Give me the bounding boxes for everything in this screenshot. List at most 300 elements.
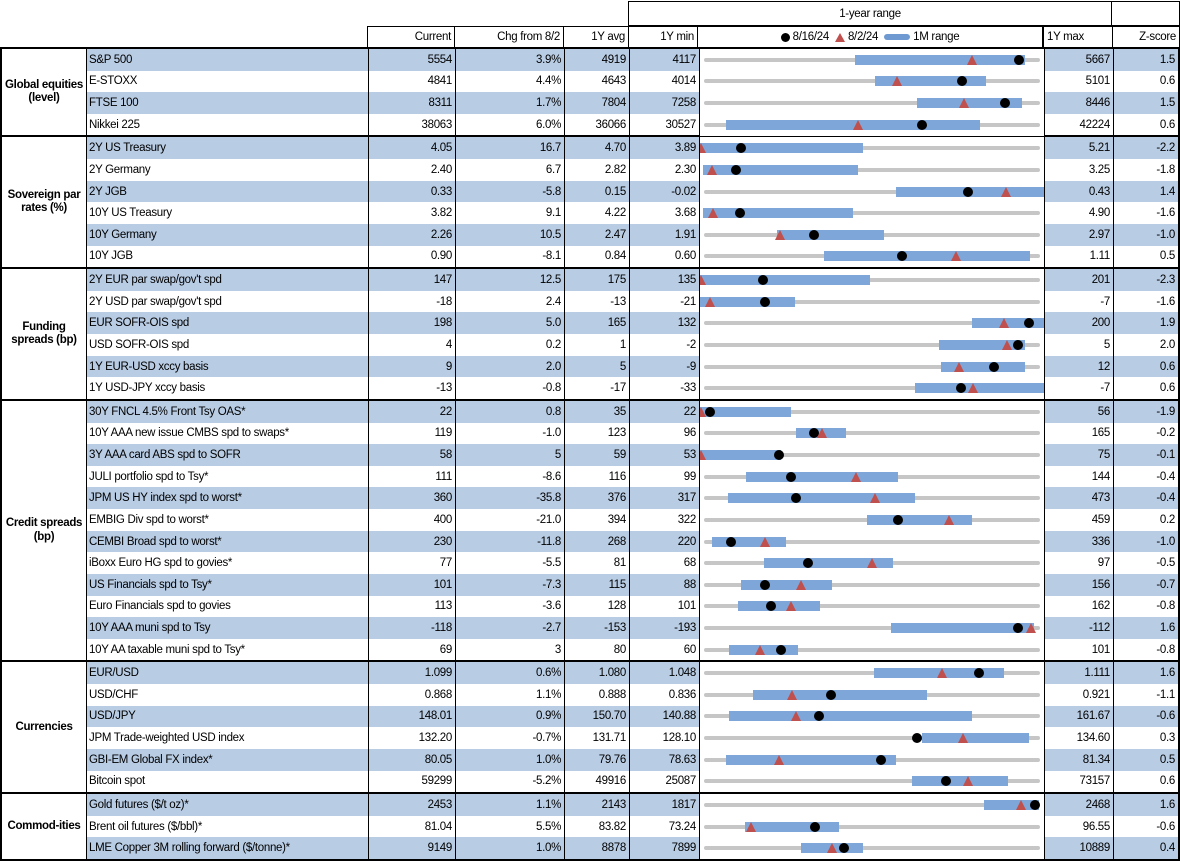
- min-value: 78.63: [630, 749, 699, 771]
- dot-marker-8-16-24: [917, 120, 927, 130]
- avg-value: 128: [565, 596, 630, 618]
- group-rows: [87, 269, 1178, 399]
- max-value: 2.97: [1045, 224, 1114, 246]
- avg-value: 5: [565, 356, 630, 378]
- dot-marker-8-16-24: [1024, 318, 1034, 328]
- range-chart: [699, 49, 1045, 71]
- avg-value: 0.15: [565, 181, 630, 203]
- avg-value: 115: [565, 574, 630, 596]
- table-row: [87, 181, 1178, 203]
- chg-value: 12.5: [456, 269, 565, 291]
- zscore-value: -0.4: [1156, 470, 1175, 483]
- min-value: 1.048: [630, 662, 699, 684]
- current-value: 360: [369, 487, 456, 509]
- group-label: Credit spreads (bp): [2, 401, 87, 660]
- row-label: 2Y US Treasury: [87, 137, 369, 159]
- row-label: 10Y Germany: [87, 224, 369, 246]
- dot-marker-8-16-24: [810, 822, 820, 832]
- triangle-marker-8-2-24: [796, 580, 806, 590]
- range-track: [704, 846, 1040, 850]
- chg-value: -5.2%: [456, 771, 565, 793]
- range-chart: [699, 596, 1045, 618]
- current-value: 4: [369, 334, 456, 356]
- group-section: [2, 792, 1178, 859]
- chg-value: 0.9%: [456, 706, 565, 728]
- zscore-value: 2.0: [1159, 338, 1175, 351]
- zscore-value: 0.6: [1159, 775, 1175, 788]
- min-value: 132: [630, 312, 699, 334]
- dot-marker-8-16-24: [809, 230, 819, 240]
- row-label: 2Y EUR par swap/gov't spd: [87, 269, 369, 291]
- dot-marker-icon: [781, 33, 790, 42]
- range-chart: [699, 269, 1045, 291]
- row-label: 2Y USD par swap/gov't spd: [87, 291, 369, 313]
- zscore-value: 0.6: [1159, 118, 1175, 131]
- min-value: 4117: [630, 49, 699, 71]
- range-chart: [699, 617, 1045, 639]
- range-chart: [699, 356, 1045, 378]
- row-label: 10Y AA taxable muni spd to Tsy*: [87, 639, 369, 661]
- current-value: 0.90: [369, 246, 456, 268]
- max-value: 473: [1045, 487, 1114, 509]
- current-value: 230: [369, 531, 456, 553]
- current-value: 147: [369, 269, 456, 291]
- range-chart: [699, 246, 1045, 268]
- current-value: 38063: [369, 114, 456, 136]
- group-rows: [87, 794, 1178, 859]
- min-value: 220: [630, 531, 699, 553]
- triangle-marker-8-2-24: [760, 537, 770, 547]
- chg-value: 4.4%: [456, 71, 565, 93]
- zscore-value: 1.5: [1114, 49, 1178, 71]
- current-value: 3.82: [369, 202, 456, 224]
- row-label: Euro Financials spd to govies: [87, 596, 369, 618]
- table-row: [87, 444, 1178, 466]
- triangle-marker-8-2-24: [967, 55, 977, 65]
- triangle-marker-8-2-24: [959, 98, 969, 108]
- zscore-value: 0.3: [1159, 732, 1175, 745]
- table-row: [87, 224, 1178, 246]
- row-label: 2Y Germany: [87, 159, 369, 181]
- range-chart: [699, 509, 1045, 531]
- max-value: 101: [1045, 639, 1114, 661]
- dot-marker-8-16-24: [735, 208, 745, 218]
- table-row: [87, 49, 1178, 71]
- avg-value: 79.76: [565, 749, 630, 771]
- current-value: 59299: [369, 771, 456, 793]
- avg-value: 36066: [565, 114, 630, 136]
- avg-value: 4643: [565, 71, 630, 93]
- max-value: 12: [1045, 356, 1114, 378]
- chg-value: -1.0: [456, 423, 565, 445]
- triangle-marker-8-2-24: [707, 165, 717, 175]
- zscore-value: -0.8: [1156, 643, 1175, 656]
- min-value: 7258: [630, 92, 699, 114]
- chg-value: -21.0: [456, 509, 565, 531]
- row-label: JPM Trade-weighted USD index: [87, 727, 369, 749]
- group-label: Global equities (level): [2, 49, 87, 135]
- min-value: 68: [683, 557, 696, 570]
- triangle-marker-8-2-24: [817, 428, 827, 438]
- empty-corner-cell: [1111, 2, 1179, 25]
- max-value: 3.25: [1045, 159, 1114, 181]
- zscore-value: 0.6: [1114, 356, 1178, 378]
- range-track: [704, 431, 1040, 435]
- table-row: [87, 771, 1178, 793]
- zscore-value: 0.6: [1159, 382, 1175, 395]
- current-value: 58: [369, 444, 456, 466]
- one-month-range-bar: [703, 208, 853, 218]
- zscore-value: -1.1: [1156, 688, 1175, 701]
- range-chart: [699, 159, 1045, 181]
- current-value: 2.40: [369, 159, 456, 181]
- triangle-marker-8-2-24: [853, 120, 863, 130]
- max-value: 162: [1045, 596, 1114, 618]
- group-rows: [87, 49, 1178, 135]
- group-rows: [87, 137, 1178, 267]
- row-label: EUR/USD: [87, 662, 369, 684]
- col-header-1y-max: 1Y max: [1043, 27, 1112, 47]
- zscore-value: -1.0: [1114, 531, 1178, 553]
- max-value: 1.111: [1045, 662, 1114, 684]
- one-month-range-bar: [753, 690, 927, 700]
- min-value: 4014: [671, 75, 696, 88]
- legend-dot-label: 8/16/24: [792, 31, 829, 43]
- zscore-value: -1.9: [1114, 401, 1178, 423]
- legend-item-bar: [884, 31, 959, 43]
- range-chart: [699, 71, 1045, 93]
- avg-value: 35: [565, 401, 630, 423]
- group-section: [2, 399, 1178, 660]
- zscore-value: -0.6: [1114, 706, 1178, 728]
- min-value: 0.836: [668, 688, 696, 701]
- zscore-value: 0.4: [1114, 837, 1178, 859]
- triangle-marker-8-2-24: [787, 690, 797, 700]
- zscore-value: -1.6: [1156, 207, 1175, 220]
- chg-value: -8.6: [456, 466, 565, 488]
- range-chart: [699, 224, 1045, 246]
- range-chart: [699, 816, 1045, 838]
- row-label: Brent oil futures ($/bbl)*: [87, 816, 369, 838]
- chg-value: 1.1%: [456, 794, 565, 816]
- dot-marker-8-16-24: [826, 690, 836, 700]
- avg-value: 4.70: [565, 137, 630, 159]
- row-label: CEMBI Broad spd to worst*: [87, 531, 369, 553]
- max-value: 5.21: [1045, 137, 1114, 159]
- zscore-value: 0.5: [1159, 250, 1175, 263]
- dot-marker-8-16-24: [1030, 800, 1040, 810]
- min-value: 135: [630, 269, 699, 291]
- one-month-range-bar: [912, 776, 1008, 786]
- group-rows: [87, 401, 1178, 660]
- chg-value: -8.1: [456, 246, 565, 268]
- chg-value: -2.7: [456, 617, 565, 639]
- max-value: 73157: [1045, 771, 1114, 793]
- chg-value: 3.9%: [456, 49, 565, 71]
- one-month-range-bar: [729, 711, 972, 721]
- one-month-range-bar: [867, 515, 972, 525]
- min-value: 7899: [630, 837, 699, 859]
- table-row: [87, 356, 1178, 378]
- triangle-marker-8-2-24: [937, 668, 947, 678]
- table-row: [87, 159, 1178, 181]
- chg-value: -5.8: [456, 181, 565, 203]
- range-chart: [699, 114, 1045, 136]
- dot-marker-8-16-24: [963, 187, 973, 197]
- max-value: 4.90: [1045, 202, 1114, 224]
- min-value: 60: [683, 643, 696, 656]
- row-label: 10Y US Treasury: [87, 202, 369, 224]
- triangle-marker-icon: [835, 33, 845, 42]
- max-value: 10889: [1045, 837, 1114, 859]
- group-label: Sovereign par rates (%): [2, 137, 87, 267]
- group-section: [2, 135, 1178, 267]
- zscore-value: 1.6: [1114, 794, 1178, 816]
- range-track: [704, 79, 1040, 83]
- current-value: 111: [369, 466, 456, 488]
- current-value: -13: [369, 377, 456, 399]
- triangle-marker-8-2-24: [699, 275, 706, 285]
- triangle-marker-8-2-24: [958, 733, 968, 743]
- min-value: 53: [630, 444, 699, 466]
- triangle-marker-8-2-24: [755, 645, 765, 655]
- max-value: 459: [1045, 509, 1114, 531]
- row-label: iBoxx Euro HG spd to govies*: [87, 552, 369, 574]
- zscore-value: -1.8: [1156, 163, 1175, 176]
- range-chart: [699, 334, 1045, 356]
- current-value: 0.33: [369, 181, 456, 203]
- min-value: 128.10: [662, 732, 696, 745]
- avg-value: 0.888: [565, 684, 630, 706]
- triangle-marker-8-2-24: [851, 472, 861, 482]
- min-value: 3.89: [630, 137, 699, 159]
- current-value: 2453: [369, 794, 456, 816]
- current-value: 81.04: [369, 816, 456, 838]
- min-value: 22: [630, 401, 699, 423]
- zscore-value: -2.3: [1114, 269, 1178, 291]
- triangle-marker-8-2-24: [1026, 623, 1036, 633]
- col-header-1y-avg: 1Y avg: [563, 27, 628, 47]
- table-row: [87, 662, 1178, 684]
- range-chart: [699, 291, 1045, 313]
- range-chart: [699, 552, 1045, 574]
- one-month-range-bar: [741, 580, 832, 590]
- one-month-range-bar: [777, 230, 884, 240]
- min-value: 1817: [630, 794, 699, 816]
- max-value: 96.55: [1045, 816, 1114, 838]
- zscore-value: 1.6: [1114, 617, 1178, 639]
- zscore-value: 1.5: [1114, 92, 1178, 114]
- dot-marker-8-16-24: [989, 362, 999, 372]
- one-month-range-bar: [726, 755, 896, 765]
- chg-value: 9.1: [456, 202, 565, 224]
- avg-value: 123: [565, 423, 630, 445]
- triangle-marker-8-2-24: [968, 383, 978, 393]
- table-row: [87, 837, 1178, 859]
- row-label: Gold futures ($/t oz)*: [87, 794, 369, 816]
- avg-value: 2.82: [565, 159, 630, 181]
- row-label: USD SOFR-OIS spd: [87, 334, 369, 356]
- group-label: Currencies: [2, 662, 87, 792]
- current-value: 2.26: [369, 224, 456, 246]
- avg-value: 131.71: [565, 727, 630, 749]
- row-label: FTSE 100: [87, 92, 369, 114]
- zscore-value: -0.2: [1156, 427, 1175, 440]
- legend-item-triangle: [835, 31, 878, 43]
- current-value: 119: [369, 423, 456, 445]
- column-header-row: [367, 26, 1180, 47]
- row-label: Bitcoin spot: [87, 771, 369, 793]
- chg-value: 2.0: [456, 356, 565, 378]
- table-row: [87, 71, 1178, 93]
- row-label: E-STOXX: [87, 71, 369, 93]
- table-row: [87, 291, 1178, 313]
- dot-marker-8-16-24: [766, 601, 776, 611]
- avg-value: 376: [565, 487, 630, 509]
- chg-value: 1.1%: [456, 684, 565, 706]
- chg-value: 1.0%: [456, 749, 565, 771]
- table-row: [87, 684, 1178, 706]
- range-chart: [699, 706, 1045, 728]
- min-value: 73.24: [668, 820, 696, 833]
- table-row: [87, 269, 1178, 291]
- chg-value: 6.7: [456, 159, 565, 181]
- triangle-marker-8-2-24: [999, 318, 1009, 328]
- max-value: 1.11: [1045, 246, 1114, 268]
- chg-value: 5.0: [456, 312, 565, 334]
- triangle-marker-8-2-24: [870, 493, 880, 503]
- row-label: 2Y JGB: [87, 181, 369, 203]
- avg-value: -13: [565, 291, 630, 313]
- one-month-range-bar: [922, 733, 1029, 743]
- current-value: 80.05: [369, 749, 456, 771]
- dot-marker-8-16-24: [974, 668, 984, 678]
- group-label: Commod-ities: [2, 794, 87, 859]
- current-value: 9: [369, 356, 456, 378]
- dot-marker-8-16-24: [760, 297, 770, 307]
- range-header-band: [628, 1, 1180, 26]
- zscore-value: 1.6: [1114, 662, 1178, 684]
- triangle-marker-8-2-24: [951, 251, 961, 261]
- row-label: 3Y AAA card ABS spd to SOFR: [87, 444, 369, 466]
- triangle-marker-8-2-24: [699, 143, 706, 153]
- group-label: Funding spreads (bp): [2, 269, 87, 399]
- current-value: 77: [369, 552, 456, 574]
- zscore-value: 1.9: [1114, 312, 1178, 334]
- avg-value: 0.84: [565, 246, 630, 268]
- range-chart: [699, 794, 1045, 816]
- table-row: [87, 137, 1178, 159]
- range-chart: [699, 771, 1045, 793]
- max-value: 81.34: [1045, 749, 1114, 771]
- chg-value: 0.2: [456, 334, 565, 356]
- one-month-range-bar: [703, 165, 858, 175]
- min-value: 2.30: [674, 163, 696, 176]
- row-label: US Financials spd to Tsy*: [87, 574, 369, 596]
- one-month-range-bar: [745, 822, 840, 832]
- current-value: 9149: [369, 837, 456, 859]
- one-month-range-bar: [728, 493, 915, 503]
- triangle-marker-8-2-24: [708, 208, 718, 218]
- triangle-marker-8-2-24: [1002, 340, 1012, 350]
- max-value: -7: [1045, 291, 1114, 313]
- table-row: [87, 706, 1178, 728]
- max-value: -112: [1045, 617, 1114, 639]
- table-row: [87, 487, 1178, 509]
- chg-value: 5: [456, 444, 565, 466]
- table-row: [87, 727, 1178, 749]
- chg-value: -35.8: [456, 487, 565, 509]
- zscore-value: 0.6: [1159, 75, 1175, 88]
- min-value: 1.91: [630, 224, 699, 246]
- avg-value: 268: [565, 531, 630, 553]
- legend-bar-label: 1M range: [913, 31, 960, 43]
- table-row: [87, 401, 1178, 423]
- max-value: 336: [1045, 531, 1114, 553]
- table-row: [87, 334, 1178, 356]
- min-value: 0.60: [674, 250, 696, 263]
- max-value: 42224: [1045, 114, 1114, 136]
- min-value: 317: [630, 487, 699, 509]
- range-chart: [699, 837, 1045, 859]
- chg-value: -5.5: [456, 552, 565, 574]
- max-value: 144: [1045, 466, 1114, 488]
- range-chart: [699, 662, 1045, 684]
- avg-value: 7804: [565, 92, 630, 114]
- current-value: 132.20: [369, 727, 456, 749]
- current-value: 198: [369, 312, 456, 334]
- row-label: EMBIG Div spd to worst*: [87, 509, 369, 531]
- dot-marker-8-16-24: [774, 450, 784, 460]
- zscore-value: -0.6: [1156, 820, 1175, 833]
- range-bar-icon: [884, 34, 910, 40]
- row-label: 10Y JGB: [87, 246, 369, 268]
- current-value: 69: [369, 639, 456, 661]
- min-value: 140.88: [630, 706, 699, 728]
- avg-value: 2143: [565, 794, 630, 816]
- range-chart: [699, 181, 1045, 203]
- range-chart: [699, 727, 1045, 749]
- one-month-range-bar: [824, 251, 1030, 261]
- current-value: 8311: [369, 92, 456, 114]
- col-header-1y-min: 1Y min: [628, 27, 697, 47]
- row-label: S&P 500: [87, 49, 369, 71]
- max-value: 0.43: [1045, 181, 1114, 203]
- row-label: 1Y EUR-USD xccy basis: [87, 356, 369, 378]
- chg-value: -3.6: [456, 596, 565, 618]
- avg-value: 175: [565, 269, 630, 291]
- col-header-current: Current: [414, 31, 451, 43]
- min-value: -9: [630, 356, 699, 378]
- avg-value: 150.70: [565, 706, 630, 728]
- row-label: GBI-EM Global FX index*: [87, 749, 369, 771]
- range-chart: [699, 749, 1045, 771]
- row-label: USD/CHF: [87, 684, 369, 706]
- chg-value: -7.3: [456, 574, 565, 596]
- min-value: 25087: [665, 775, 696, 788]
- triangle-marker-8-2-24: [705, 297, 715, 307]
- max-value: -7: [1045, 377, 1114, 399]
- avg-value: -17: [565, 377, 630, 399]
- zscore-value: -0.1: [1114, 444, 1178, 466]
- max-value: 8446: [1045, 92, 1114, 114]
- min-value: -2: [686, 338, 696, 351]
- max-value: 5: [1045, 334, 1114, 356]
- legend-triangle-label: 8/2/24: [847, 31, 879, 43]
- range-chart: [699, 531, 1045, 553]
- current-value: 0.868: [369, 684, 456, 706]
- avg-value: 1: [565, 334, 630, 356]
